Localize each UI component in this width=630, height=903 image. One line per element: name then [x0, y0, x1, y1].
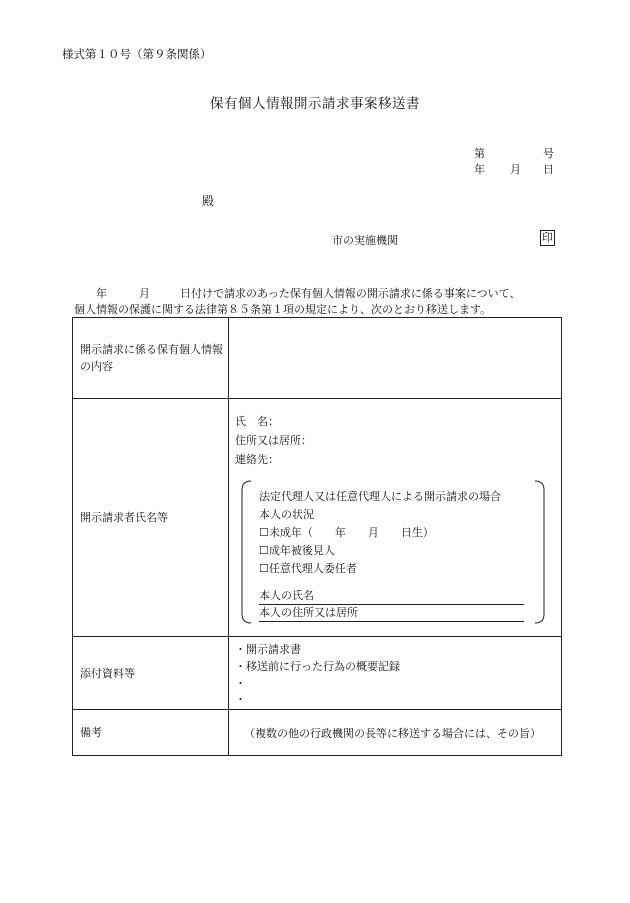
- requester-contact-label: 連絡先：: [235, 453, 279, 466]
- requester-field[interactable]: [229, 399, 562, 637]
- principal-name-field[interactable]: 本人の氏名: [259, 587, 524, 605]
- principal-status-label: 本人の状況: [259, 508, 314, 521]
- option-minor-checkbox[interactable]: ☐未成年（ 年 月 日生）: [259, 526, 434, 539]
- remarks-field[interactable]: [229, 710, 562, 756]
- option-proxy-checkbox[interactable]: ☐任意代理人委任者: [259, 562, 357, 575]
- form-number: 様式第１０号（第９条関係）: [62, 47, 212, 61]
- proxy-request-box: [241, 480, 545, 624]
- attachment-item: ・移送前に行った行為の概要記録: [235, 660, 400, 673]
- requester-label: 開示請求者氏名等: [73, 399, 229, 637]
- table-row: [73, 637, 562, 710]
- proxy-heading: 法定代理人又は任意代理人による開示請求の場合: [259, 490, 501, 503]
- intro-line-1: [96, 285, 520, 301]
- sender-name: 市の実施機関: [332, 234, 398, 247]
- info-content-field[interactable]: [229, 318, 562, 399]
- requester-name-label: 氏 名：: [235, 415, 279, 428]
- intro-line-2: 個人情報の保護に関する法律第８５条第１項の規定により、次のとおり移送します。: [74, 303, 492, 316]
- transfer-details-table: [72, 317, 562, 756]
- attachment-item: ・開示請求書: [235, 643, 301, 656]
- info-content-label: 開示請求に係る保有個人情報の内容: [73, 318, 229, 399]
- table-row: [73, 710, 562, 756]
- number-suffix: 号: [543, 147, 554, 160]
- attachments-label: 添付資料等: [73, 637, 229, 710]
- table-row: [73, 318, 562, 399]
- attachment-item: ・: [235, 693, 246, 706]
- remarks-text: （複数の他の行政機関の長等に移送する場合には、その旨）: [244, 727, 541, 740]
- date-day-label: 日: [543, 163, 554, 176]
- table-row: [73, 399, 562, 637]
- attachments-field[interactable]: [229, 637, 562, 710]
- requester-address-label: 住所又は居所：: [235, 434, 312, 447]
- date-year-label: 年: [474, 163, 485, 176]
- document-title: 保有個人情報開示請求事案移送書: [210, 96, 420, 112]
- addressee-suffix: 殿: [202, 194, 215, 208]
- date-month-label: 月: [510, 163, 521, 176]
- intro-year-label: 年: [96, 287, 107, 300]
- intro-month-label: 月: [139, 287, 150, 300]
- remarks-label: 備考: [73, 710, 229, 756]
- number-prefix: 第: [474, 147, 485, 160]
- seal-mark: 印: [542, 231, 553, 244]
- principal-address-field[interactable]: 本人の住所又は居所: [259, 604, 524, 622]
- option-adult-ward-checkbox[interactable]: ☐成年被後見人: [259, 544, 335, 557]
- attachment-item: ・: [235, 677, 246, 690]
- intro-body: 日付けで請求のあった保有個人情報の開示請求に係る事案について、: [180, 287, 521, 300]
